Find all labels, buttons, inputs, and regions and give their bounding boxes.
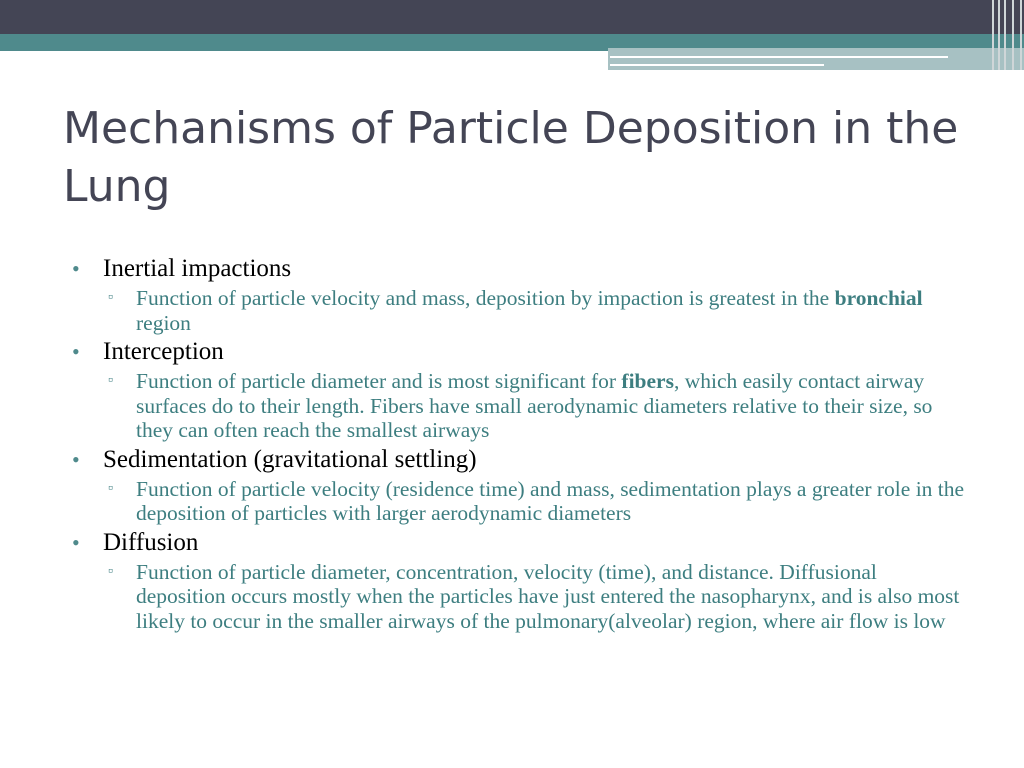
bullet-dot-icon: •: [72, 339, 80, 364]
bullet-dot-icon: •: [72, 256, 80, 281]
header-band-teal-thin: [0, 48, 610, 51]
bullet-item: [72, 337, 972, 443]
square-bullet-icon: ▫: [108, 373, 113, 388]
bullet-item: [72, 254, 972, 335]
bullet-dot-icon: •: [72, 446, 80, 472]
slide-title: Mechanisms of Particle Deposition in the Lung: [63, 103, 959, 212]
header-band-teal: [0, 34, 1024, 48]
sub-bullet: ▫ Function of particle diameter and is most significant for fibers, which easily contact airway surfaces do to their length. Fibers have small aerodynamic diameters relative to their size, so they can often reach the smallest airways: [108, 369, 933, 442]
bullet-item: [72, 445, 972, 526]
header-line: [610, 56, 948, 58]
bullet-label: Sedimentation (gravitational settling): [103, 445, 477, 473]
header-band-light: [608, 48, 1024, 70]
bullet-dot-icon: •: [72, 529, 80, 555]
square-bullet-icon: ▫: [108, 563, 113, 579]
bullet-label: Interception: [103, 338, 224, 365]
bullet-item: [72, 528, 972, 634]
bullet-label: Diffusion: [103, 528, 199, 556]
header-line: [610, 64, 824, 66]
sub-bullet: ▫ Function of particle diameter, concentration, velocity (time), and distance. Diffusional deposition occurs mostly when the particles have just entered the nasopharynx, and is also most likely to occur in the smaller airways of the pulmonary(alveolar) region, where air flow is low: [108, 559, 960, 633]
bullet-list: [72, 254, 972, 635]
sub-bullet: ▫ Function of particle velocity (residence time) and mass, sedimentation plays a greater role in the deposition of particles with larger aerodynamic diameters: [108, 476, 965, 525]
bullet-label: Inertial impactions: [103, 255, 292, 282]
header-vertical-stripes: [990, 0, 1024, 70]
square-bullet-icon: ▫: [108, 480, 113, 496]
emphasis-text: fibers: [621, 369, 674, 393]
square-bullet-icon: ▫: [108, 290, 113, 305]
emphasis-text: bronchial: [834, 286, 923, 310]
sub-bullet: ▫ Function of particle velocity and mass, deposition by impaction is greatest in the bronchial region: [108, 286, 923, 335]
header-band-dark: [0, 0, 1024, 34]
